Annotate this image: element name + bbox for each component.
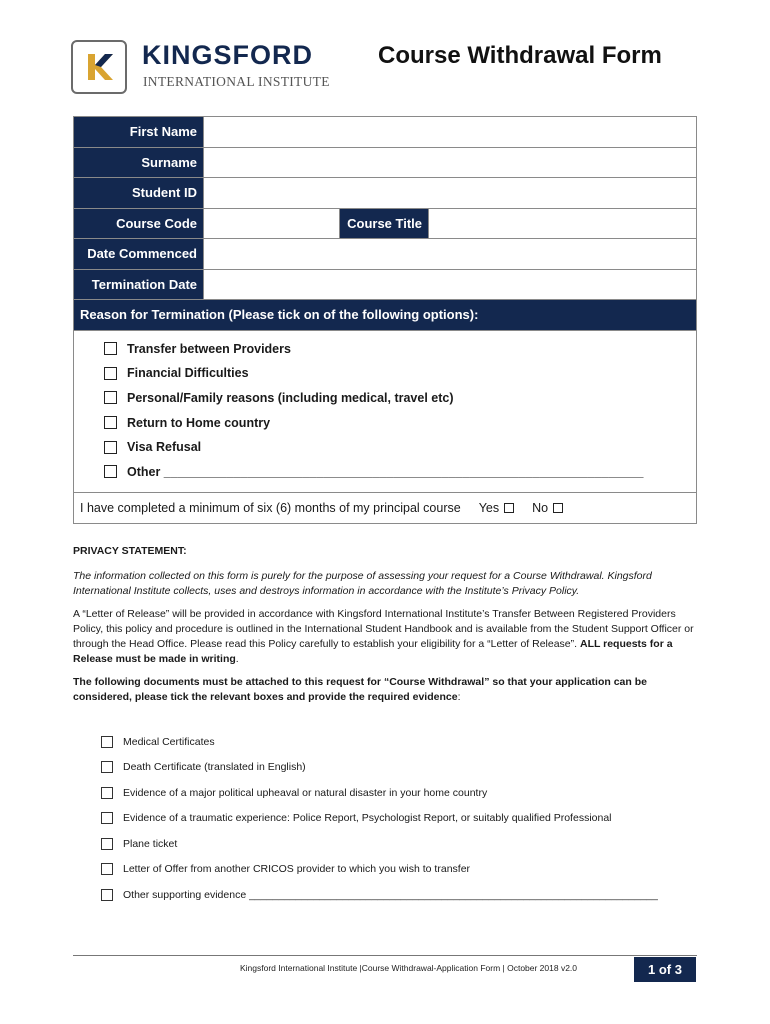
surname-field[interactable] <box>204 147 697 178</box>
termination-date-label: Termination Date <box>74 269 204 300</box>
reason-option-visa-refusal[interactable]: Visa Refusal <box>104 435 696 460</box>
checkbox[interactable] <box>101 812 113 824</box>
reason-option-transfer[interactable]: Transfer between Providers <box>104 337 696 362</box>
doc-letter-of-offer[interactable]: Letter of Offer from another CRICOS provider to which you wish to transfer <box>101 857 701 883</box>
doc-plane-ticket[interactable]: Plane ticket <box>101 831 701 857</box>
attach-paragraph: The following documents must be attached to this request for “Course Withdrawal” so that your application can be considered, please tick the relevant boxes and provide the required evidence: <box>73 676 647 703</box>
form-title: Course Withdrawal Form <box>378 42 662 69</box>
months-yes-option[interactable]: Yes <box>479 501 514 515</box>
checkbox[interactable] <box>104 416 117 429</box>
privacy-italic-paragraph: The information collected on this form is purely for the purpose of assessing your request for a Course Withdrawal. Kingsford International Institute collects, uses and destroys information in accordance with the Institute’s Privacy Policy. <box>73 570 652 597</box>
reason-option-financial[interactable]: Financial Difficulties <box>104 361 696 386</box>
doc-other-evidence[interactable]: Other supporting evidence ______________________________________________________________________ <box>101 882 701 908</box>
date-commenced-field[interactable] <box>204 239 697 270</box>
privacy-section <box>73 544 697 713</box>
course-code-label: Course Code <box>74 208 204 239</box>
months-statement: I have completed a minimum of six (6) months of my principal course <box>80 501 461 516</box>
checkbox[interactable] <box>101 761 113 773</box>
brand-subtitle: INTERNATIONAL INSTITUTE <box>143 74 330 89</box>
logo-mark <box>71 40 127 94</box>
reason-option-other[interactable]: Other _____________________________________________________________________ <box>104 459 696 484</box>
doc-death-certificate[interactable]: Death Certificate (translated in English) <box>101 755 701 781</box>
checkbox[interactable] <box>101 736 113 748</box>
brand-name: KINGSFORD <box>142 40 313 70</box>
surname-label: Surname <box>74 147 204 178</box>
reason-option-personal[interactable]: Personal/Family reasons (including medical, travel etc) <box>104 386 696 411</box>
termination-date-field[interactable] <box>204 269 697 300</box>
checkbox[interactable] <box>104 367 117 380</box>
checkbox[interactable] <box>101 787 113 799</box>
course-title-label: Course Title <box>340 208 429 239</box>
first-name-label: First Name <box>74 117 204 148</box>
checkbox[interactable] <box>104 441 117 454</box>
kingsford-logo-icon <box>79 47 119 87</box>
evidence-list <box>101 729 701 908</box>
privacy-heading: PRIVACY STATEMENT: <box>73 545 187 557</box>
page-number-badge: 1 of 3 <box>634 957 696 982</box>
doc-medical-certificates[interactable]: Medical Certificates <box>101 729 701 755</box>
months-completed-row <box>74 493 697 524</box>
doc-political-upheaval[interactable]: Evidence of a major political upheaval or natural disaster in your home country <box>101 780 701 806</box>
student-id-label: Student ID <box>74 178 204 209</box>
student-details-form <box>73 116 697 524</box>
release-paragraph: A “Letter of Release” will be provided in accordance with Kingsford International Institute’s Transfer Between Registered Providers Policy, this policy and procedure is outlined in the International Student Handbook and is available from the Student Support Officer or through the Head Office. Please read this Policy carefully to establish your eligibility for a “Letter of Release”. ALL requests for a Release must be made in writing. <box>73 608 694 665</box>
reason-heading: Reason for Termination (Please tick on of the following options): <box>74 300 697 331</box>
checkbox[interactable] <box>104 465 117 478</box>
checkbox[interactable] <box>104 342 117 355</box>
checkbox[interactable] <box>104 391 117 404</box>
reason-options <box>74 330 697 493</box>
checkbox[interactable] <box>101 889 113 901</box>
footer-text: Kingsford International Institute |Course Withdrawal-Application Form | October 2018 v2.0 <box>240 963 578 973</box>
doc-traumatic-experience[interactable]: Evidence of a traumatic experience: Police Report, Psychologist Report, or suitably qualified Professional <box>101 806 701 832</box>
months-no-option[interactable]: No <box>532 501 563 515</box>
student-id-field[interactable] <box>204 178 697 209</box>
checkbox[interactable] <box>101 863 113 875</box>
no-checkbox[interactable] <box>553 503 563 513</box>
checkbox[interactable] <box>101 838 113 850</box>
course-code-field[interactable] <box>204 208 340 239</box>
course-title-field[interactable] <box>429 208 697 239</box>
date-commenced-label: Date Commenced <box>74 239 204 270</box>
yes-checkbox[interactable] <box>504 503 514 513</box>
reason-option-return-home[interactable]: Return to Home country <box>104 410 696 435</box>
first-name-field[interactable] <box>204 117 697 148</box>
footer-divider <box>73 955 697 956</box>
